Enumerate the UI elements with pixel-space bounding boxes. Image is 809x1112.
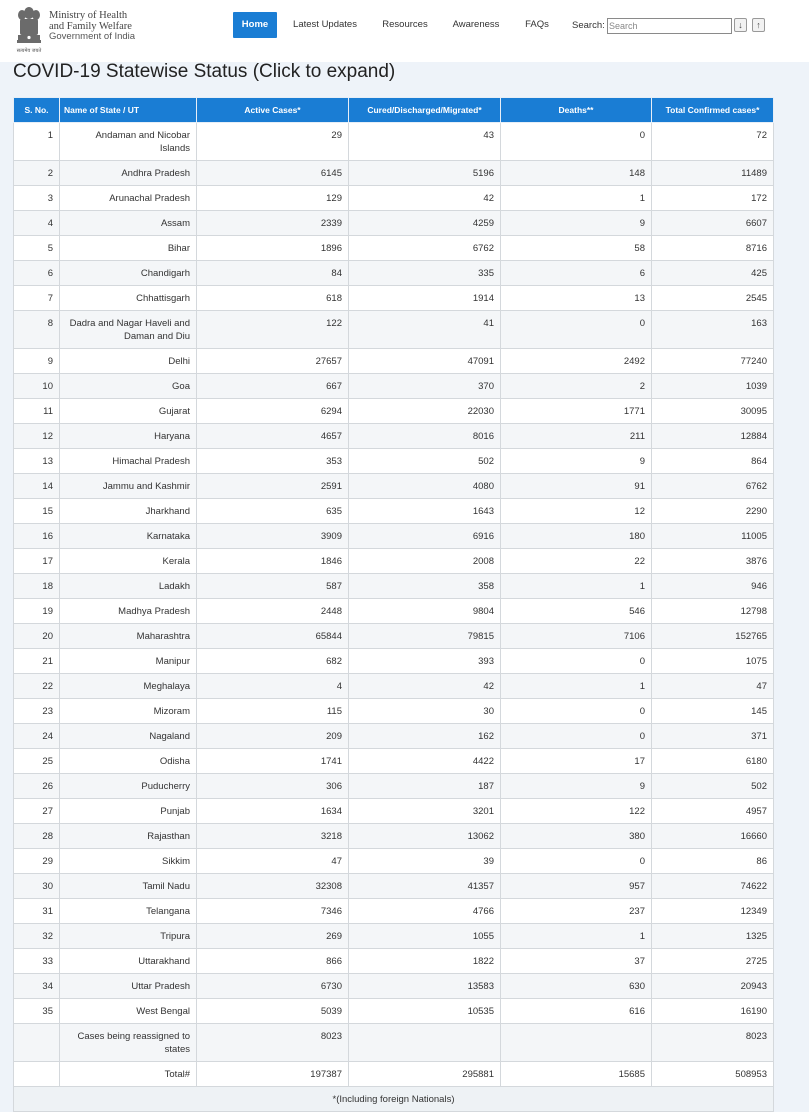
cell-cured: 502: [349, 449, 501, 474]
cell-deaths: 1: [501, 574, 652, 599]
cell-active: 197387: [197, 1062, 349, 1087]
cell-cured: 47091: [349, 349, 501, 374]
cell-cured: 13062: [349, 824, 501, 849]
cell-sno: 28: [14, 824, 60, 849]
cell-deaths: 17: [501, 749, 652, 774]
cell-deaths: 7106: [501, 624, 652, 649]
cell-total: 30095: [652, 399, 774, 424]
cell-deaths: 6: [501, 261, 652, 286]
cell-sno: 17: [14, 549, 60, 574]
cell-total: 6180: [652, 749, 774, 774]
cell-sno: 12: [14, 424, 60, 449]
cell-sno: 34: [14, 974, 60, 999]
cell-sno: 9: [14, 349, 60, 374]
cell-cured: 13583: [349, 974, 501, 999]
cell-active: 866: [197, 949, 349, 974]
cell-state: Cases being reassigned to states: [60, 1024, 197, 1062]
table-row[interactable]: [14, 499, 774, 524]
cell-total: 12349: [652, 899, 774, 924]
cell-cured: 1914: [349, 286, 501, 311]
cell-active: 6730: [197, 974, 349, 999]
cell-total: 946: [652, 574, 774, 599]
national-emblem-icon: [12, 4, 46, 56]
cell-cured: 1822: [349, 949, 501, 974]
cell-sno: 8: [14, 311, 60, 349]
table-footnote: *(Including foreign Nationals): [14, 1087, 774, 1112]
cell-sno: 2: [14, 161, 60, 186]
header-sno[interactable]: S. No.: [14, 98, 60, 123]
cell-deaths: 1: [501, 924, 652, 949]
cell-total: 371: [652, 724, 774, 749]
cell-cured: 41357: [349, 874, 501, 899]
cell-active: 65844: [197, 624, 349, 649]
table-row[interactable]: [14, 211, 774, 236]
nav-faqs[interactable]: FAQs: [525, 19, 549, 30]
cell-total: 508953: [652, 1062, 774, 1087]
cell-cured: 187: [349, 774, 501, 799]
cell-state: Andaman and Nicobar Islands: [60, 123, 197, 161]
cell-state: Tamil Nadu: [60, 874, 197, 899]
table-row[interactable]: [14, 774, 774, 799]
cell-total: 163: [652, 311, 774, 349]
table-row[interactable]: [14, 874, 774, 899]
nav-awareness[interactable]: Awareness: [452, 19, 500, 30]
cell-deaths: 15685: [501, 1062, 652, 1087]
cell-total: 145: [652, 699, 774, 724]
cell-active: 7346: [197, 899, 349, 924]
cell-sno: 16: [14, 524, 60, 549]
cell-deaths: 122: [501, 799, 652, 824]
cell-sno: 31: [14, 899, 60, 924]
cell-active: 3218: [197, 824, 349, 849]
cell-deaths: 9: [501, 774, 652, 799]
table-row[interactable]: [14, 261, 774, 286]
search-label: Search:: [572, 20, 605, 31]
cell-deaths: [501, 1024, 652, 1062]
cell-cured: 39: [349, 849, 501, 874]
header-cured[interactable]: Cured/Discharged/Migrated*: [349, 98, 501, 123]
cell-cured: 22030: [349, 399, 501, 424]
table-row[interactable]: [14, 799, 774, 824]
table-row[interactable]: [14, 574, 774, 599]
cell-active: 667: [197, 374, 349, 399]
cell-active: 635: [197, 499, 349, 524]
cell-state: Chandigarh: [60, 261, 197, 286]
cell-deaths: 1771: [501, 399, 652, 424]
cell-active: 47: [197, 849, 349, 874]
search-up-button[interactable]: ↑: [752, 18, 765, 32]
cell-cured: 10535: [349, 999, 501, 1024]
table-row[interactable]: [14, 599, 774, 624]
cell-deaths: 180: [501, 524, 652, 549]
logo-line-2: and Family Welfare: [49, 20, 132, 32]
cell-state: Goa: [60, 374, 197, 399]
cell-sno: [14, 1062, 60, 1087]
cell-cured: 162: [349, 724, 501, 749]
cell-active: 618: [197, 286, 349, 311]
nav-home[interactable]: Home: [233, 12, 277, 38]
header-total-confirmed[interactable]: Total Confirmed cases*: [652, 98, 774, 123]
table-row[interactable]: [14, 749, 774, 774]
cell-sno: [14, 1024, 60, 1062]
cell-total: 864: [652, 449, 774, 474]
table-row[interactable]: [14, 123, 774, 161]
cell-total: 12798: [652, 599, 774, 624]
cell-cured: 4422: [349, 749, 501, 774]
cell-cured: 42: [349, 186, 501, 211]
cell-total: 12884: [652, 424, 774, 449]
cell-sno: 32: [14, 924, 60, 949]
cell-state: Tripura: [60, 924, 197, 949]
cell-sno: 7: [14, 286, 60, 311]
cell-cured: 30: [349, 699, 501, 724]
cell-total: 47: [652, 674, 774, 699]
logo-line-1: Ministry of Health: [49, 10, 128, 21]
cell-active: 4: [197, 674, 349, 699]
cell-total: 3876: [652, 549, 774, 574]
cell-state: Meghalaya: [60, 674, 197, 699]
cell-state: Punjab: [60, 799, 197, 824]
search-input[interactable]: [607, 18, 732, 34]
cell-deaths: 91: [501, 474, 652, 499]
cell-total: 1039: [652, 374, 774, 399]
cell-active: 5039: [197, 999, 349, 1024]
table-row[interactable]: [14, 399, 774, 424]
search-down-button[interactable]: ↓: [734, 18, 747, 32]
emblem-caption: सत्यमेव जयते: [16, 48, 42, 54]
cell-total: 1075: [652, 649, 774, 674]
cell-active: 27657: [197, 349, 349, 374]
table-row[interactable]: [14, 924, 774, 949]
cell-cured: 9804: [349, 599, 501, 624]
cell-sno: 4: [14, 211, 60, 236]
cell-active: 129: [197, 186, 349, 211]
header-active-cases[interactable]: Active Cases*: [197, 98, 349, 123]
table-row[interactable]: [14, 424, 774, 449]
cell-deaths: 148: [501, 161, 652, 186]
cell-cured: 358: [349, 574, 501, 599]
cell-sno: 19: [14, 599, 60, 624]
table-row[interactable]: [14, 524, 774, 549]
cell-state: Puducherry: [60, 774, 197, 799]
table-row[interactable]: [14, 949, 774, 974]
cell-active: 1741: [197, 749, 349, 774]
cell-sno: 22: [14, 674, 60, 699]
table-row[interactable]: [14, 286, 774, 311]
top-header: [0, 0, 809, 62]
cell-state: Madhya Pradesh: [60, 599, 197, 624]
cell-cured: 6762: [349, 236, 501, 261]
cell-deaths: 9: [501, 211, 652, 236]
cell-active: 29: [197, 123, 349, 161]
cell-active: 6294: [197, 399, 349, 424]
cell-total: 77240: [652, 349, 774, 374]
page-title[interactable]: COVID-19 Statewise Status (Click to expand): [13, 61, 396, 82]
cell-sno: 21: [14, 649, 60, 674]
cell-state: Dadra and Nagar Haveli and Daman and Diu: [60, 311, 197, 349]
table-header-row: [14, 98, 774, 123]
cell-active: 587: [197, 574, 349, 599]
cell-state: Ladakh: [60, 574, 197, 599]
cell-total: 4957: [652, 799, 774, 824]
table-body: [14, 123, 774, 1087]
table-row[interactable]: [14, 899, 774, 924]
table-row[interactable]: [14, 1024, 774, 1062]
cell-state: Jharkhand: [60, 499, 197, 524]
cell-state: Nagaland: [60, 724, 197, 749]
cell-sno: 11: [14, 399, 60, 424]
cell-deaths: 2: [501, 374, 652, 399]
cell-total: 86: [652, 849, 774, 874]
cell-active: 2591: [197, 474, 349, 499]
cell-sno: 15: [14, 499, 60, 524]
cell-sno: 30: [14, 874, 60, 899]
cell-cured: [349, 1024, 501, 1062]
cell-active: 209: [197, 724, 349, 749]
cell-total: 152765: [652, 624, 774, 649]
cell-deaths: 0: [501, 699, 652, 724]
header-deaths[interactable]: Deaths**: [501, 98, 652, 123]
ministry-logo[interactable]: [12, 4, 136, 56]
cell-active: 32308: [197, 874, 349, 899]
cell-total: 425: [652, 261, 774, 286]
cell-active: 353: [197, 449, 349, 474]
cell-sno: 14: [14, 474, 60, 499]
cell-state: Haryana: [60, 424, 197, 449]
table-row[interactable]: [14, 311, 774, 349]
cell-state: Chhattisgarh: [60, 286, 197, 311]
cell-state: Kerala: [60, 549, 197, 574]
cell-state: Uttar Pradesh: [60, 974, 197, 999]
table-row[interactable]: [14, 824, 774, 849]
cell-state: West Bengal: [60, 999, 197, 1024]
table-row[interactable]: [14, 999, 774, 1024]
cell-deaths: 1: [501, 186, 652, 211]
cell-state: Andhra Pradesh: [60, 161, 197, 186]
cell-active: 1634: [197, 799, 349, 824]
cell-deaths: 237: [501, 899, 652, 924]
cell-cured: 4259: [349, 211, 501, 236]
cell-cured: 43: [349, 123, 501, 161]
cell-deaths: 37: [501, 949, 652, 974]
cell-cured: 295881: [349, 1062, 501, 1087]
cell-deaths: 211: [501, 424, 652, 449]
cell-cured: 370: [349, 374, 501, 399]
cell-deaths: 0: [501, 849, 652, 874]
cell-sno: 10: [14, 374, 60, 399]
cell-total: 8716: [652, 236, 774, 261]
header-state[interactable]: Name of State / UT: [60, 98, 197, 123]
cell-deaths: 616: [501, 999, 652, 1024]
cell-cured: 8016: [349, 424, 501, 449]
cell-state: Gujarat: [60, 399, 197, 424]
cell-sno: 27: [14, 799, 60, 824]
table-row[interactable]: [14, 374, 774, 399]
cell-state: Sikkim: [60, 849, 197, 874]
cell-active: 1846: [197, 549, 349, 574]
table-row[interactable]: [14, 699, 774, 724]
cell-state: Manipur: [60, 649, 197, 674]
cell-total: 2725: [652, 949, 774, 974]
cell-deaths: 12: [501, 499, 652, 524]
cell-active: 84: [197, 261, 349, 286]
ministry-name: [49, 11, 135, 43]
cell-sno: 24: [14, 724, 60, 749]
cell-sno: 18: [14, 574, 60, 599]
cell-sno: 3: [14, 186, 60, 211]
cell-sno: 5: [14, 236, 60, 261]
cell-active: 3909: [197, 524, 349, 549]
cell-state: Karnataka: [60, 524, 197, 549]
cell-active: 2339: [197, 211, 349, 236]
cell-cured: 3201: [349, 799, 501, 824]
cell-deaths: 2492: [501, 349, 652, 374]
cell-total: 2290: [652, 499, 774, 524]
cell-cured: 79815: [349, 624, 501, 649]
cell-deaths: 630: [501, 974, 652, 999]
nav-latest-updates[interactable]: Latest Updates: [293, 19, 357, 30]
table-row[interactable]: [14, 724, 774, 749]
table-row[interactable]: [14, 974, 774, 999]
cell-active: 8023: [197, 1024, 349, 1062]
cell-deaths: 0: [501, 724, 652, 749]
cell-deaths: 9: [501, 449, 652, 474]
footnote-row: [14, 1087, 774, 1112]
cell-sno: 1: [14, 123, 60, 161]
cell-state: Telangana: [60, 899, 197, 924]
table-row[interactable]: [14, 549, 774, 574]
cell-sno: 20: [14, 624, 60, 649]
cell-active: 122: [197, 311, 349, 349]
nav-resources[interactable]: Resources: [382, 19, 428, 30]
cell-cured: 42: [349, 674, 501, 699]
cell-total: 8023: [652, 1024, 774, 1062]
cell-state: Jammu and Kashmir: [60, 474, 197, 499]
cell-state: Delhi: [60, 349, 197, 374]
cell-cured: 4766: [349, 899, 501, 924]
cell-total: 20943: [652, 974, 774, 999]
cell-total: 11489: [652, 161, 774, 186]
cell-active: 6145: [197, 161, 349, 186]
cell-total: 6607: [652, 211, 774, 236]
cell-deaths: 546: [501, 599, 652, 624]
cell-total: 74622: [652, 874, 774, 899]
cell-deaths: 22: [501, 549, 652, 574]
cell-total: 172: [652, 186, 774, 211]
cell-total: 16190: [652, 999, 774, 1024]
cell-sno: 25: [14, 749, 60, 774]
cell-cured: 1643: [349, 499, 501, 524]
cell-sno: 23: [14, 699, 60, 724]
cell-sno: 6: [14, 261, 60, 286]
cell-sno: 29: [14, 849, 60, 874]
cell-state: Odisha: [60, 749, 197, 774]
table-row[interactable]: [14, 449, 774, 474]
statewise-table-container: [13, 97, 773, 1112]
cell-active: 306: [197, 774, 349, 799]
cell-sno: 33: [14, 949, 60, 974]
cell-state: Mizoram: [60, 699, 197, 724]
cell-deaths: 0: [501, 649, 652, 674]
cell-sno: 13: [14, 449, 60, 474]
cell-total: 2545: [652, 286, 774, 311]
table-row[interactable]: [14, 624, 774, 649]
cell-total: 1325: [652, 924, 774, 949]
cell-cured: 393: [349, 649, 501, 674]
cell-cured: 335: [349, 261, 501, 286]
table-row[interactable]: [14, 1062, 774, 1087]
cell-total: 11005: [652, 524, 774, 549]
cell-deaths: 0: [501, 123, 652, 161]
table-row[interactable]: [14, 474, 774, 499]
cell-state: Assam: [60, 211, 197, 236]
logo-line-3: Government of India: [49, 31, 136, 42]
cell-state: Bihar: [60, 236, 197, 261]
cell-state: Total#: [60, 1062, 197, 1087]
cell-deaths: 957: [501, 874, 652, 899]
table-row[interactable]: [14, 161, 774, 186]
cell-sno: 35: [14, 999, 60, 1024]
cell-state: Arunachal Pradesh: [60, 186, 197, 211]
cell-active: 4657: [197, 424, 349, 449]
cell-cured: 4080: [349, 474, 501, 499]
cell-active: 682: [197, 649, 349, 674]
cell-cured: 5196: [349, 161, 501, 186]
cell-cured: 6916: [349, 524, 501, 549]
cell-active: 115: [197, 699, 349, 724]
cell-active: 269: [197, 924, 349, 949]
cell-total: 72: [652, 123, 774, 161]
cell-cured: 1055: [349, 924, 501, 949]
cell-sno: 26: [14, 774, 60, 799]
cell-deaths: 13: [501, 286, 652, 311]
cell-active: 2448: [197, 599, 349, 624]
cell-deaths: 1: [501, 674, 652, 699]
table-row[interactable]: [14, 849, 774, 874]
cell-deaths: 0: [501, 311, 652, 349]
cell-deaths: 380: [501, 824, 652, 849]
cell-state: Rajasthan: [60, 824, 197, 849]
table-row[interactable]: [14, 349, 774, 374]
table-row[interactable]: [14, 186, 774, 211]
cell-state: Uttarakhand: [60, 949, 197, 974]
cell-total: 16660: [652, 824, 774, 849]
statewise-status-table: [13, 97, 774, 1112]
table-row[interactable]: [14, 236, 774, 261]
cell-active: 1896: [197, 236, 349, 261]
cell-total: 502: [652, 774, 774, 799]
table-row[interactable]: [14, 674, 774, 699]
cell-total: 6762: [652, 474, 774, 499]
table-row[interactable]: [14, 649, 774, 674]
cell-state: Maharashtra: [60, 624, 197, 649]
cell-cured: 2008: [349, 549, 501, 574]
cell-cured: 41: [349, 311, 501, 349]
cell-state: Himachal Pradesh: [60, 449, 197, 474]
cell-deaths: 58: [501, 236, 652, 261]
